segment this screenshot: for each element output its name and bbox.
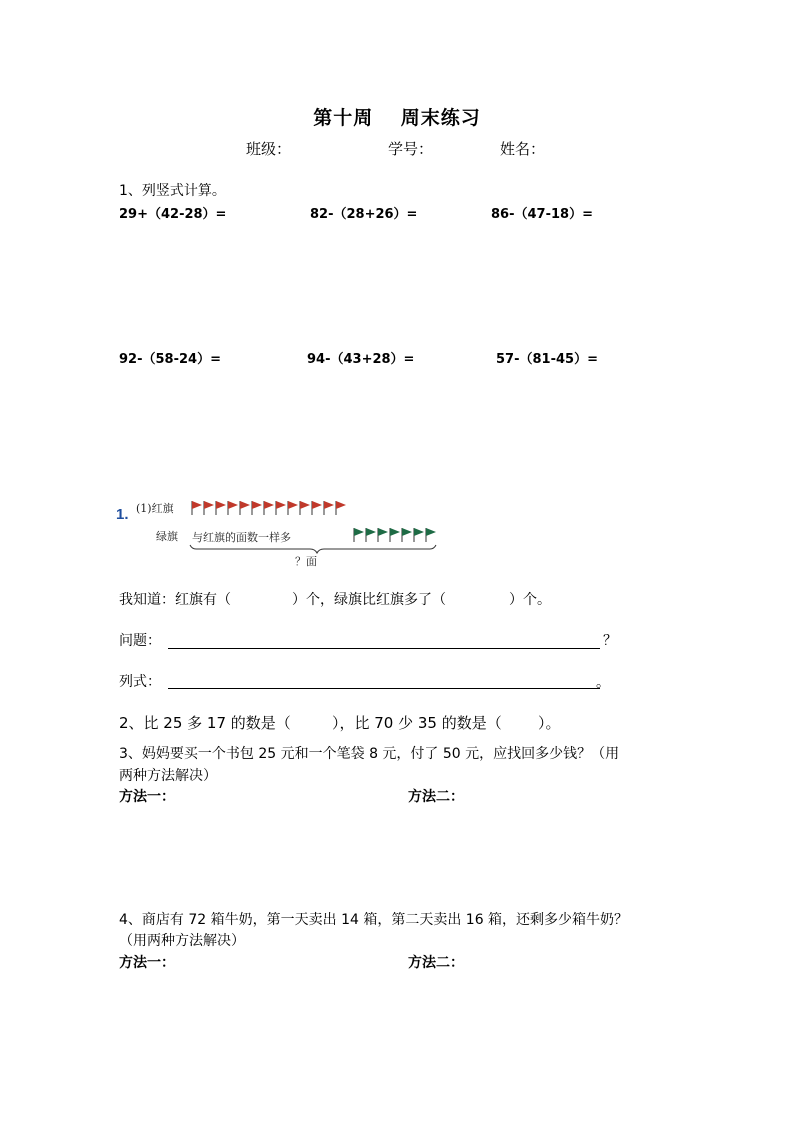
green-flag-icon [402, 528, 412, 542]
red-flag-row [192, 501, 346, 515]
q2-part3: ）。 [538, 714, 561, 732]
calc-problem: 82-（28+26）= [310, 207, 418, 222]
question-answer-line[interactable] [168, 648, 600, 649]
green-flag-label: 绿旗 [156, 530, 178, 543]
q3-method2-label: 方法二： [408, 789, 464, 805]
red-flag-icon [300, 501, 310, 515]
green-flag-icon [390, 528, 400, 542]
green-flag-icon [366, 528, 376, 542]
class-label: 班级： [246, 140, 292, 158]
q2-part1: 2、比 25 多 17 的数是（ [119, 714, 291, 732]
q4-line2: （用两种方法解决） [119, 933, 245, 949]
question-end: ？ [603, 633, 617, 649]
red-flag-label: (1)红旗 [136, 502, 174, 515]
red-flag-icon [252, 501, 262, 515]
known-middle: ）个，绿旗比红旗多了（ [292, 592, 446, 608]
calc-problem: 94-（43+28）= [307, 352, 415, 367]
flag-diagram [112, 495, 452, 575]
red-flag-icon [312, 501, 322, 515]
formula-answer-line[interactable] [168, 688, 600, 689]
q3-method1-label: 方法一： [119, 789, 175, 805]
unknown-count-label: ？面 [295, 555, 317, 568]
q4-method2-label: 方法二： [408, 955, 464, 971]
green-flag-icon [354, 528, 364, 542]
calc-problem: 29+（42-28）= [119, 207, 227, 222]
formula-end: 。 [596, 675, 610, 691]
green-flag-row [354, 528, 436, 542]
red-flag-icon [276, 501, 286, 515]
student-number-label: 学号： [388, 140, 434, 158]
page-title: 第十周 周末练习 [313, 107, 481, 129]
known-suffix: ）个。 [509, 592, 551, 608]
q2-part2: ），比 70 少 35 的数是（ [332, 714, 502, 732]
q3-line1: 3、妈妈要买一个书包 25 元和一个笔袋 8 元，付了 50 元，应找回多少钱？（用 [119, 746, 620, 762]
red-flag-icon [288, 501, 298, 515]
calc-problem: 86-（47-18）= [491, 207, 593, 222]
green-flag-icon [414, 528, 424, 542]
red-flag-icon [240, 501, 250, 515]
q4-method1-label: 方法一： [119, 955, 175, 971]
calc-problem: 57-（81-45）= [496, 352, 598, 367]
brace [190, 545, 436, 553]
formula-label: 列式： [119, 674, 161, 690]
red-flag-icon [192, 501, 202, 515]
known-prefix: 我知道：红旗有（ [119, 592, 231, 608]
red-flag-icon [264, 501, 274, 515]
red-flag-icon [228, 501, 238, 515]
calc-problem: 92-（58-24）= [119, 352, 221, 367]
q3-line2: 两种方法解决） [119, 768, 217, 784]
name-label: 姓名： [500, 140, 546, 158]
green-flag-icon [378, 528, 388, 542]
q4-line1: 4、商店有 72 箱牛奶，第一天卖出 14 箱，第二天卖出 16 箱，还剩多少箱牛奶？ [119, 912, 629, 928]
red-flag-icon [216, 501, 226, 515]
red-flag-icon [204, 501, 214, 515]
green-flag-icon [426, 528, 436, 542]
red-flag-icon [324, 501, 334, 515]
figure-number: 1. [116, 506, 129, 523]
red-flag-icon [336, 501, 346, 515]
brace-text: 与红旗的面数一样多 [192, 531, 291, 544]
question-label: 问题： [119, 633, 161, 649]
q1-heading: 1、列竖式计算。 [119, 183, 226, 199]
